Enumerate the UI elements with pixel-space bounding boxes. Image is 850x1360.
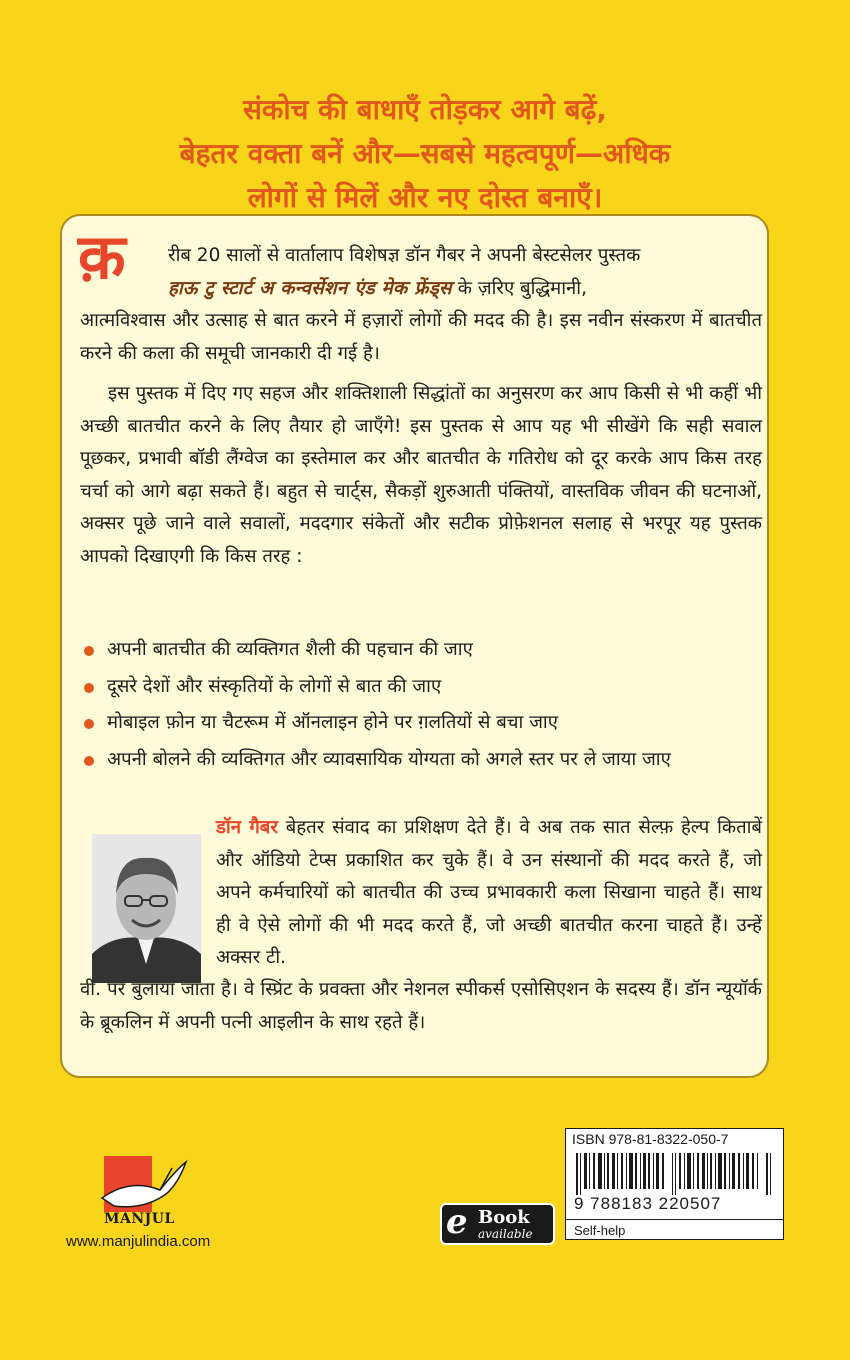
ebook-e: e [446, 1202, 468, 1242]
list-item: दूसरे देशों और संस्कृतियों के लोगों से बात की जाए [80, 671, 762, 704]
author-bio-part-1: बेहतर संवाद का प्रशिक्षण देते हैं। वे अब तक सात सेल्फ़ हेल्प किताबें और ऑडियो टेप्स प्रकाशित कर चुके हैं। वे उन संस्थानों की मदद करते हैं, जो अपने कर्मचारियों को बातचीत की उच्च प्रभावकारी कला सिखाना चाहते हैं। साथ ही वे ऐसे लोगों की भी मदद करते हैं, जो अच्छी बातचीत करना चाहते हैं। उन्हें अक्सर टी. [216, 817, 762, 968]
bullet-dot-icon [84, 719, 94, 729]
intro-line-1: रीब 20 सालों से वार्तालाप विशेषज्ञ डॉन गैबर ने अपनी बेस्टसेलर पुस्तक [168, 245, 641, 266]
book-category: Self-help [574, 1223, 626, 1238]
headline-line-3: लोगों से मिलें और नए दोस्त बनाएँ। [247, 181, 603, 214]
intro-rest: आत्मविश्वास और उत्साह से बात करने में हज़ारों लोगों की मदद की है। इस नवीन संस्करण में बातचीत करने की कला की समूची जानकारी दी गई है। [80, 310, 762, 364]
headline-line-1: संकोच की बाधाएँ तोड़कर आगे बढ़ें, [242, 93, 608, 126]
barcode-digits: 9 788183 220507 [574, 1194, 722, 1213]
publisher-website[interactable]: www.manjulindia.com [66, 1233, 211, 1250]
author-bio [216, 812, 762, 975]
isbn-barcode-box [565, 1128, 784, 1240]
benefits-paragraph: इस पुस्तक में दिए गए सहज और शक्तिशाली सिद्धांतों का अनुसरण कर आप किसी से भी कहीं भी अच्छी बातचीत करने के लिए तैयार हो जाएँगे! इस पुस्तक से आप यह भी सीखेंगे कि सही सवाल पूछकर, प्रभावी बॉडी लैंग्वेज का इस्तेमाल कर और बातचीत के गतिरोध को दूर करके आप किस तरह चर्चा को आगे बढ़ा सकते हैं। बहुत से चार्ट्स, सैकड़ों शुरुआती पंक्तियों, वास्तविक जीवन की घटनाओं, अक्सर पूछे जाने वाले सवालों, मददगार संकेतों और सटीक प्रोफ़ेशनल सलाह से भरपूर यह पुस्तक आपको दिखाएगी कि किस तरह : [80, 383, 762, 567]
bullet-dot-icon [84, 646, 94, 656]
benefits-list [80, 634, 762, 780]
author-bio-continued: वी. पर बुलाया जाता है। वे स्प्रिंट के प्रवक्ता और नेशनल स्पीकर्स एसोसिएशन के सदस्य हैं। डॉन न्यूयॉर्क के ब्रूकलिन में अपनी पत्नी आइलीन के साथ रहते हैं। [80, 979, 762, 1033]
book-title: हाऊ टु स्टार्ट अ कन्वर्सेशन एंड मेक फ्रेंड्स [168, 277, 452, 299]
list-item: अपनी बातचीत की व्यक्तिगत शैली की पहचान की जाए [80, 634, 762, 667]
publisher-name: MANJUL [104, 1211, 175, 1227]
barcode-icon [576, 1153, 776, 1195]
bullet-dot-icon [84, 756, 94, 766]
list-item: मोबाइल फ़ोन या चैटरूम में ऑनलाइन होने पर ग़लतियों से बचा जाए [80, 707, 762, 740]
intro-line-2 [80, 273, 762, 306]
ebook-available: available [478, 1227, 533, 1241]
author-portrait-icon [92, 834, 201, 983]
isbn-label: ISBN 978-81-8322-050-7 [572, 1131, 729, 1147]
cover-headline [0, 88, 850, 220]
ebook-badge [440, 1203, 555, 1245]
intro-line-2-rest: के ज़रिए बुद्धिमानी, [457, 277, 587, 299]
drop-cap: क़ [78, 220, 126, 293]
author-name: डॉन गैबर [216, 817, 278, 838]
intro-paragraph [80, 240, 762, 370]
ebook-book: Book [478, 1207, 530, 1228]
barcode-divider [566, 1219, 783, 1220]
headline-line-2: बेहतर वक्ता बनें और—सबसे महत्वपूर्ण—अधिक [179, 137, 671, 170]
author-photo [92, 834, 201, 983]
list-item: अपनी बोलने की व्यक्तिगत और व्यावसायिक योग्यता को अगले स्तर पर ले जाया जाए [80, 744, 762, 777]
bullet-dot-icon [84, 683, 94, 693]
